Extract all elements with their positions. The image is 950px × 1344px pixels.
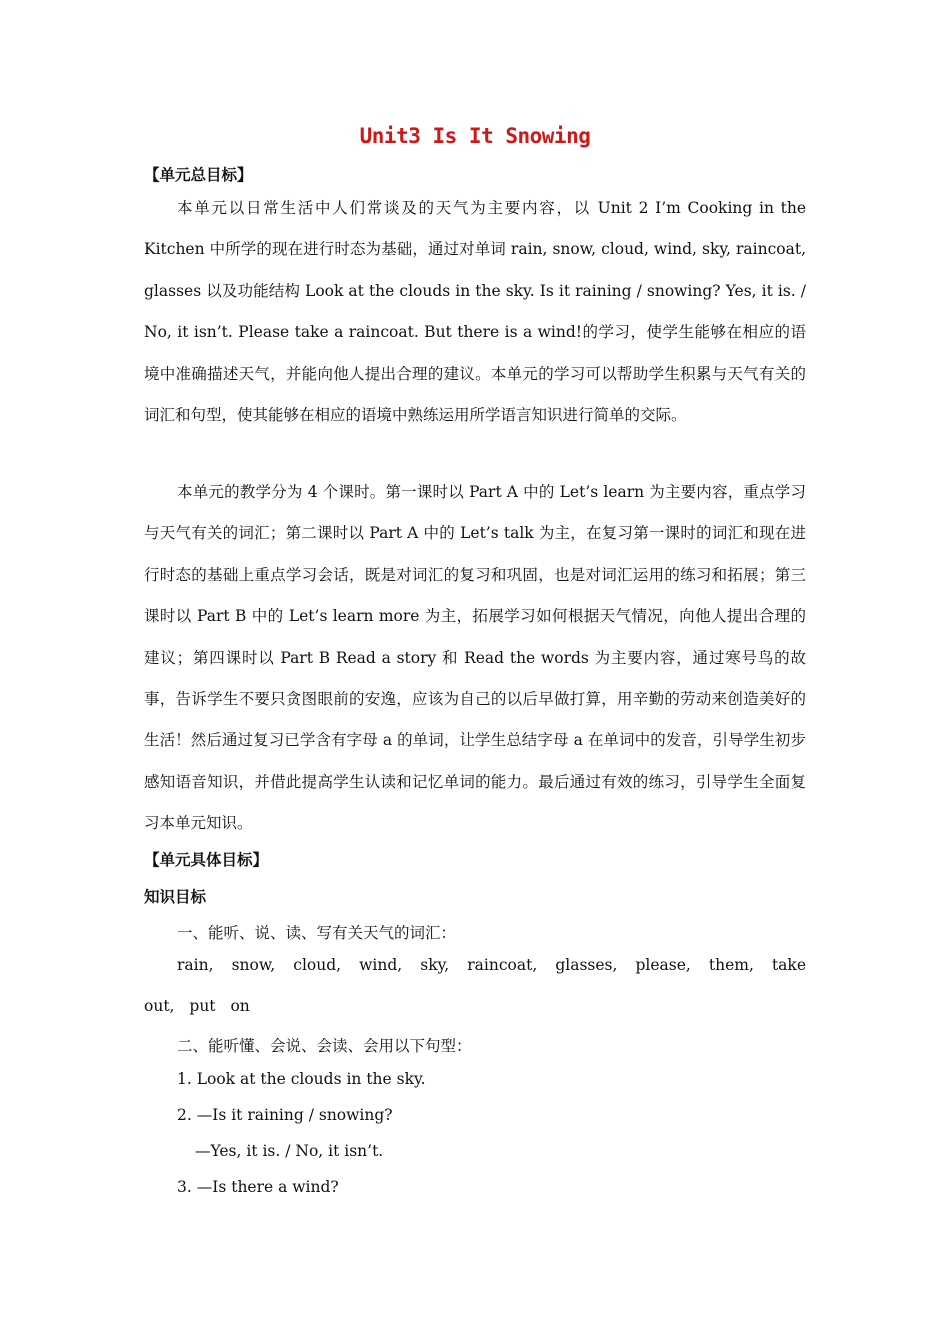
- goal-item-sentences: 二、能听懂、会说、会读、会用以下句型：: [177, 1037, 472, 1055]
- section-heading-overall-goal: 【单元总目标】: [144, 166, 253, 184]
- sentence-pattern-2-answer: —Yes, it is. / No, it isn’t.: [195, 1142, 384, 1160]
- sentence-pattern-2: 2. —Is it raining / snowing?: [177, 1106, 393, 1124]
- goal-item-vocabulary: 一、能听、说、读、写有关天气的词汇：: [177, 924, 457, 942]
- sentence-pattern-1: 1. Look at the clouds in the sky.: [177, 1070, 426, 1088]
- subheading-knowledge-goals: 知识目标: [144, 888, 207, 906]
- document-title: Unit3 Is It Snowing: [359, 124, 591, 148]
- section-heading-specific-goals: 【单元具体目标】: [144, 851, 269, 869]
- sentence-pattern-3: 3. —Is there a wind?: [177, 1178, 339, 1196]
- vocabulary-list: rain, snow, cloud, wind, sky, raincoat, glasses, please, them, take out, put on: [144, 956, 806, 1015]
- paragraph-lesson-plan: 本单元的教学分为 4 个课时。第一课时以 Part A 中的 Let’s learn 为主要内容，重点学习与天气有关的词汇；第二课时以 Part A 中的 Let’s talk 为主，在复习第一课时的词汇和现在进行时态的基础上重点学习会话，既是对词汇的复习和巩固，也是对词汇运用的练习和拓展；第三课时以 Part B 中的 Let’s learn more 为主，拓展学习如何根据天气情况，向他人提出合理的建议；第四课时以 Part B Read a story 和 Read the words 为主要内容，通过寒号鸟的故事，告诉学生不要只贪图眼前的安逸，应该为自己的以后早做打算，用辛勤的劳动来创造美好的生活！然后通过复习已学含有字母 a 的单词，让学生总结字母 a 在单词中的发音，引导学生初步感知语音知识，并借此提高学生认读和记忆单词的能力。最后通过有效的练习，引导学生全面复习本单元知识。: [144, 483, 806, 833]
- paragraph-overview: 本单元以日常生活中人们常谈及的天气为主要内容，以 Unit 2 I’m Cooking in the Kitchen 中所学的现在进行时态为基础，通过对单词 rain, snow, cloud, wind, sky, raincoat, glasses 以及功能结构 Look at the clouds in the sky. Is it raining / snowing? Yes, it is. / No, it isn’t. Please take a raincoat. But there is a wind!的学习，使学生能够在相应的语境中准确描述天气，并能向他人提出合理的建议。本单元的学习可以帮助学生积累与天气有关的词汇和句型，使其能够在相应的语境中熟练运用所学语言知识进行简单的交际。: [144, 199, 806, 425]
